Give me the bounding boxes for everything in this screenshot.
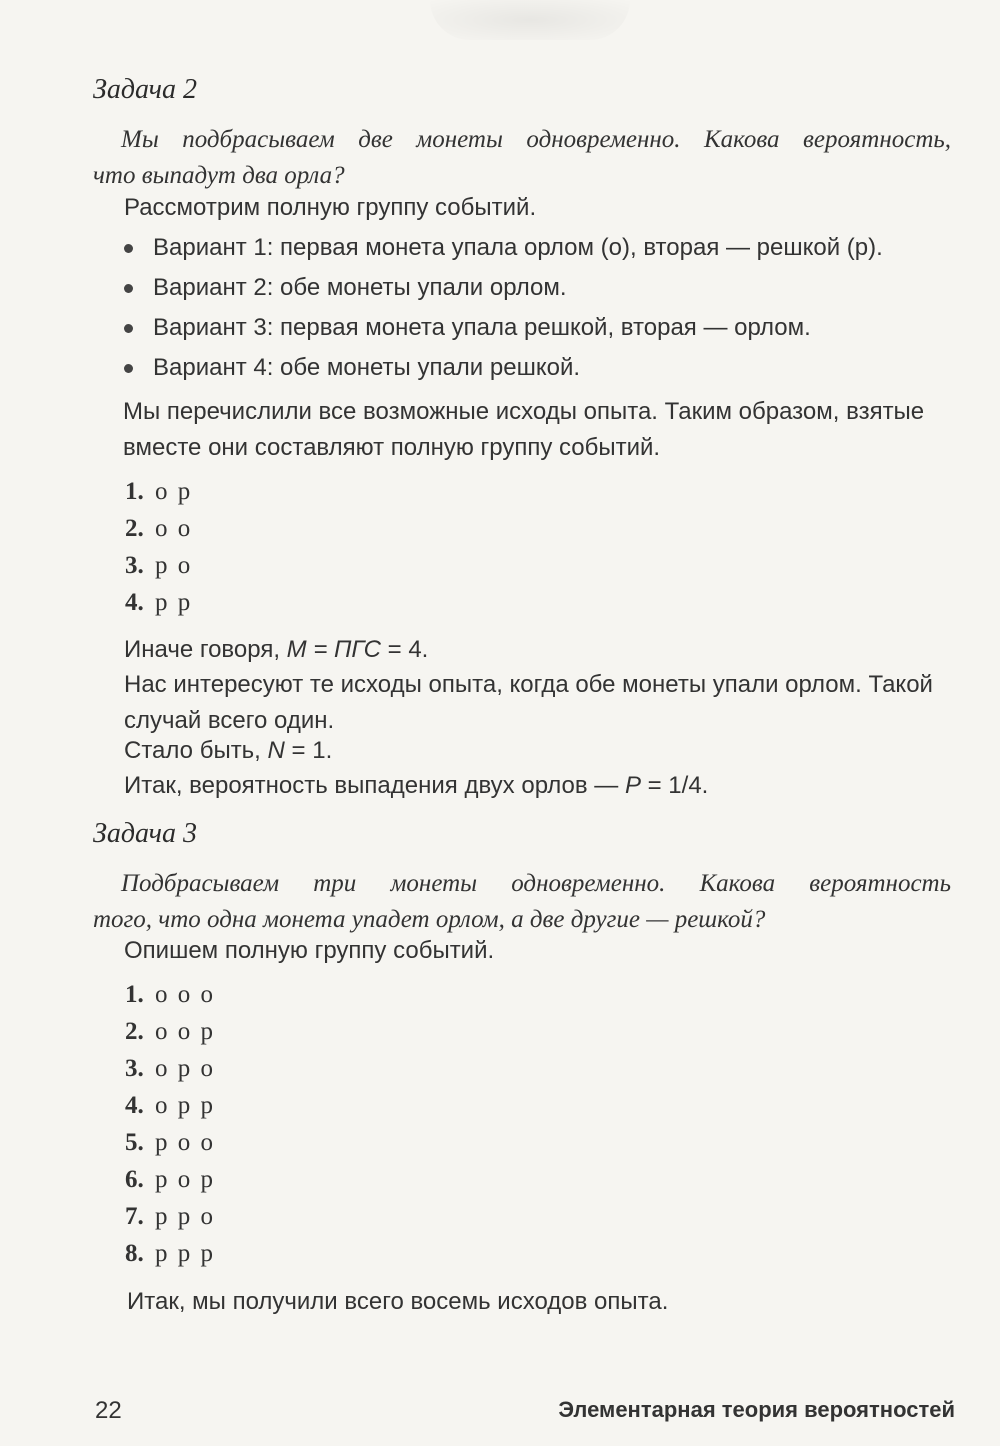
task3-question-line2: того, что одна монета упадет орлом, а две другие — решкой? (93, 906, 766, 933)
item-number: 3. (125, 1055, 144, 1082)
page-shadow (430, 0, 630, 40)
book-title: Элементарная теория вероятностей (558, 1397, 955, 1422)
item-value: о о (155, 515, 193, 542)
item-value: р р о (155, 1203, 215, 1230)
list-item (125, 473, 192, 510)
item-number: 4. (125, 1092, 144, 1119)
item-number: 2. (125, 515, 144, 542)
list-item (125, 1124, 215, 1161)
item-number: 3. (125, 552, 144, 579)
task2-result (124, 768, 708, 804)
result-variable: P (624, 772, 641, 799)
n-variable: N (267, 737, 285, 764)
item-value: о р р (155, 1092, 215, 1119)
list-item: Вариант 3: первая монета упала решкой, вторая — орлом. (122, 308, 883, 348)
item-value: р р р (155, 1240, 215, 1267)
item-number: 4. (125, 589, 144, 616)
list-item: Вариант 2: обе монеты упали орлом. (122, 268, 883, 308)
n-result: = 1. (284, 737, 333, 764)
list-item (125, 1013, 215, 1050)
item-value: о р о (155, 1055, 215, 1082)
item-value: о о р (155, 1018, 215, 1045)
task2-question-line1: Мы подбрасываем две монеты одновременно. Какова вероятность, (121, 126, 951, 153)
list-item (125, 976, 215, 1013)
n-text: Стало быть, (124, 737, 268, 764)
task2-heading: Задача 2 (93, 74, 198, 105)
task2-interest (124, 667, 933, 739)
list-item (125, 1087, 215, 1124)
list-item (125, 1235, 215, 1272)
item-value: о о о (155, 981, 215, 1008)
task2-outcome-list (125, 473, 192, 621)
task3-question (93, 866, 951, 938)
item-number: 1. (125, 478, 144, 505)
item-number: 7. (125, 1203, 144, 1230)
task2-otherwise (124, 632, 428, 668)
item-number: 5. (125, 1129, 144, 1156)
list-item: Вариант 4: обе монеты упали решкой. (122, 348, 883, 388)
result-text: Итак, вероятность выпадения двух орлов — (124, 772, 625, 799)
list-item (125, 547, 192, 584)
item-number: 2. (125, 1018, 144, 1045)
task2-summary-line1: Мы перечислили все возможные исходы опыта. Таким образом, взятые (123, 398, 925, 425)
list-item (125, 584, 192, 621)
task2-interest-line1: Нас интересуют те исходы опыта, когда обе монеты упали орлом. Такой (124, 671, 933, 698)
task2-question (93, 122, 951, 194)
task2-variant-list (122, 228, 883, 388)
task3-intro: Опишем полную группу событий. (124, 937, 495, 964)
task3-outcome-list (125, 976, 215, 1272)
task2-question-line2: что выпадут два орла? (93, 162, 345, 189)
list-item (125, 1050, 215, 1087)
item-value: о р (155, 478, 193, 505)
list-item (125, 1198, 215, 1235)
otherwise-result: = 4. (380, 636, 429, 663)
task2-interest-line2: случай всего один. (124, 707, 335, 734)
task2-summary-line2: вместе они составляют полную группу событий. (123, 434, 661, 461)
item-number: 8. (125, 1240, 144, 1267)
otherwise-text: Иначе говоря, (124, 636, 287, 663)
page-number: 22 (95, 1397, 122, 1424)
task3-heading: Задача 3 (93, 818, 198, 849)
otherwise-formula: М = ПГС (286, 636, 381, 663)
list-item (125, 510, 192, 547)
result-value: = 1/4. (640, 772, 709, 799)
item-value: р о (155, 552, 193, 579)
task2-summary (123, 394, 924, 466)
task3-conclusion: Итак, мы получили всего восемь исходов опыта. (127, 1288, 669, 1315)
task3-question-line1: Подбрасываем три монеты одновременно. Какова вероятность (121, 870, 951, 897)
list-item: Вариант 1: первая монета упала орлом (о), вторая — решкой (р). (122, 228, 883, 268)
item-value: р о р (155, 1166, 215, 1193)
item-number: 1. (125, 981, 144, 1008)
task2-intro: Рассмотрим полную группу событий. (124, 194, 537, 221)
task2-n-value (124, 733, 332, 769)
item-number: 6. (125, 1166, 144, 1193)
item-value: р р (155, 589, 193, 616)
list-item (125, 1161, 215, 1198)
item-value: р о о (155, 1129, 215, 1156)
